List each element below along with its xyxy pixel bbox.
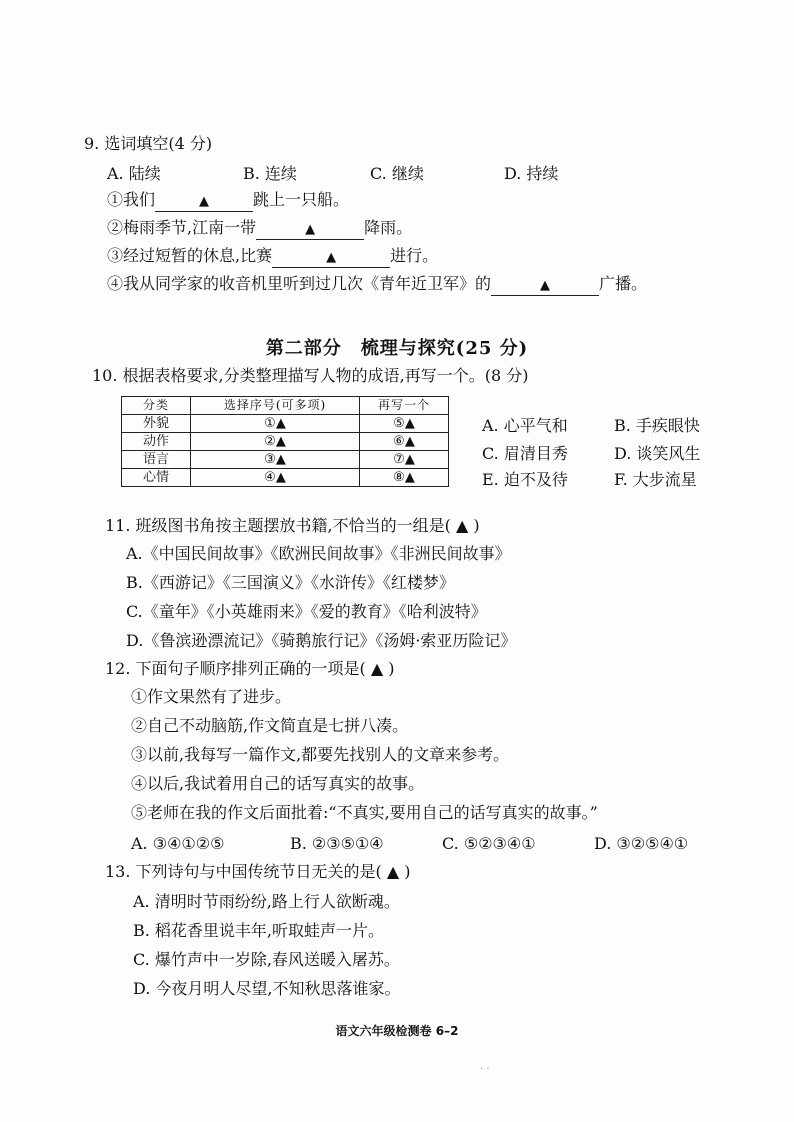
category-cell: 外貌 [122,415,191,433]
q10-choice-f: F. 大步流星 [614,470,697,489]
select-answer-cell[interactable]: ②▲ [191,433,360,451]
table-row [122,433,449,451]
triangle-icon: ▲ [326,250,337,265]
q12-sentence-4: ④以后,我试着用自己的话写真实的故事。 [131,774,425,793]
select-answer-cell[interactable]: ①▲ [191,415,360,433]
write-answer-cell[interactable]: ⑥▲ [360,433,449,451]
table-row [122,415,449,433]
q12-title: 12. 下面句子顺序排列正确的一项是( ▲ ) [105,659,395,678]
q9-sentence-1 [107,189,349,212]
q10-choice-b: B. 手疾眼快 [614,416,700,435]
q12-option-a: A. ③④①②⑤ [131,834,225,853]
answer-blank[interactable] [491,275,599,296]
q9-s4-pre: ④我从同学家的收音机里听到过几次《青年近卫军》的 [107,274,492,293]
q10-title: 10. 根据表格要求,分类整理描写人物的成语,再写一个。(8 分) [92,366,529,385]
q11-title: 11. 班级图书角按主题摆放书籍,不恰当的一组是( ▲ ) [105,516,480,535]
q13-option-b: B. 稻花香里说丰年,听取蛙声一片。 [133,921,385,940]
triangle-icon: ▲ [199,194,210,209]
page-footer: 语文六年级检测卷 6–2 [335,1024,459,1038]
select-answer-cell[interactable]: ④▲ [191,469,360,487]
answer-blank[interactable] [155,191,253,212]
write-answer-cell[interactable]: ⑦▲ [360,451,449,469]
q12-option-d: D. ③②⑤④① [594,834,689,853]
q11-option-d: D.《鲁滨逊漂流记》《骑鹅旅行记》《汤姆·索亚历险记》 [126,631,517,650]
q12-sentence-1: ①作文果然有了进步。 [131,687,292,706]
q9-s1-post: 跳上一只船。 [253,190,350,209]
classification-table [121,396,449,487]
table-row [122,469,449,487]
q9-s2-post: 降雨。 [364,218,413,237]
q9-s4-post: 广播。 [599,274,648,293]
q13-option-d: D. 今夜月明人尽望,不知秋思落谁家。 [133,979,401,998]
table-header-row [122,397,449,415]
q9-option-c: C. 继续 [370,164,424,183]
q10-choice-a: A. 心平气和 [482,416,568,435]
q9-s1-pre: ①我们 [107,190,156,209]
q11-option-b: B.《西游记》《三国演义》《水浒传》《红楼梦》 [126,573,455,592]
q9-sentence-3 [107,245,438,268]
part2-title: 第二部分 梳理与探究(25 分) [265,338,529,359]
table-row [122,451,449,469]
q12-sentence-2: ②自己不动脑筋,作文简直是七拼八凑。 [131,716,409,735]
q12-option-b: B. ②③⑤①④ [290,834,384,853]
q12-sentence-5: ⑤老师在我的作文后面批着:“不真实,要用自己的话写真实的故事。” [131,803,598,822]
category-cell: 心情 [122,469,191,487]
q9-title: 9. 选词填空(4 分) [84,134,213,153]
answer-blank[interactable] [272,247,390,268]
col-header-category: 分类 [122,397,191,415]
q13-option-c: C. 爆竹声中一岁除,春风送暖入屠苏。 [133,950,400,969]
scan-speck: · · [480,1064,490,1075]
q13-option-a: A. 清明时节雨纷纷,路上行人欲断魂。 [133,892,400,911]
category-cell: 动作 [122,433,191,451]
q9-option-d: D. 持续 [504,164,559,183]
col-header-write: 再写一个 [360,397,449,415]
q12-option-c: C. ⑤②③④① [442,834,536,853]
q9-option-b: B. 连续 [243,164,297,183]
q11-option-c: C.《童年》《小英雄雨来》《爱的教育》《哈利波特》 [126,602,487,621]
q9-option-a: A. 陆续 [107,164,161,183]
q9-s3-post: 进行。 [390,246,439,265]
category-cell: 语言 [122,451,191,469]
q9-sentence-2 [107,217,412,240]
col-header-select: 选择序号(可多项) [191,397,360,415]
q9-s2-pre: ②梅雨季节,江南一带 [107,218,257,237]
q10-choice-e: E. 迫不及待 [482,470,568,489]
triangle-icon: ▲ [305,222,316,237]
q11-option-a: A.《中国民间故事》《欧洲民间故事》《非洲民间故事》 [126,544,511,563]
write-answer-cell[interactable]: ⑧▲ [360,469,449,487]
q12-sentence-3: ③以前,我每写一篇作文,都要先找别人的文章来参考。 [131,745,510,764]
q9-s3-pre: ③经过短暂的休息,比赛 [107,246,273,265]
triangle-icon: ▲ [540,278,551,293]
q10-choice-c: C. 眉清目秀 [482,444,568,463]
select-answer-cell[interactable]: ③▲ [191,451,360,469]
answer-blank[interactable] [256,219,364,240]
q9-sentence-4 [107,273,647,296]
write-answer-cell[interactable]: ⑤▲ [360,415,449,433]
q10-choice-d: D. 谈笑风生 [614,444,701,463]
q13-title: 13. 下列诗句与中国传统节日无关的是( ▲ ) [105,862,411,881]
